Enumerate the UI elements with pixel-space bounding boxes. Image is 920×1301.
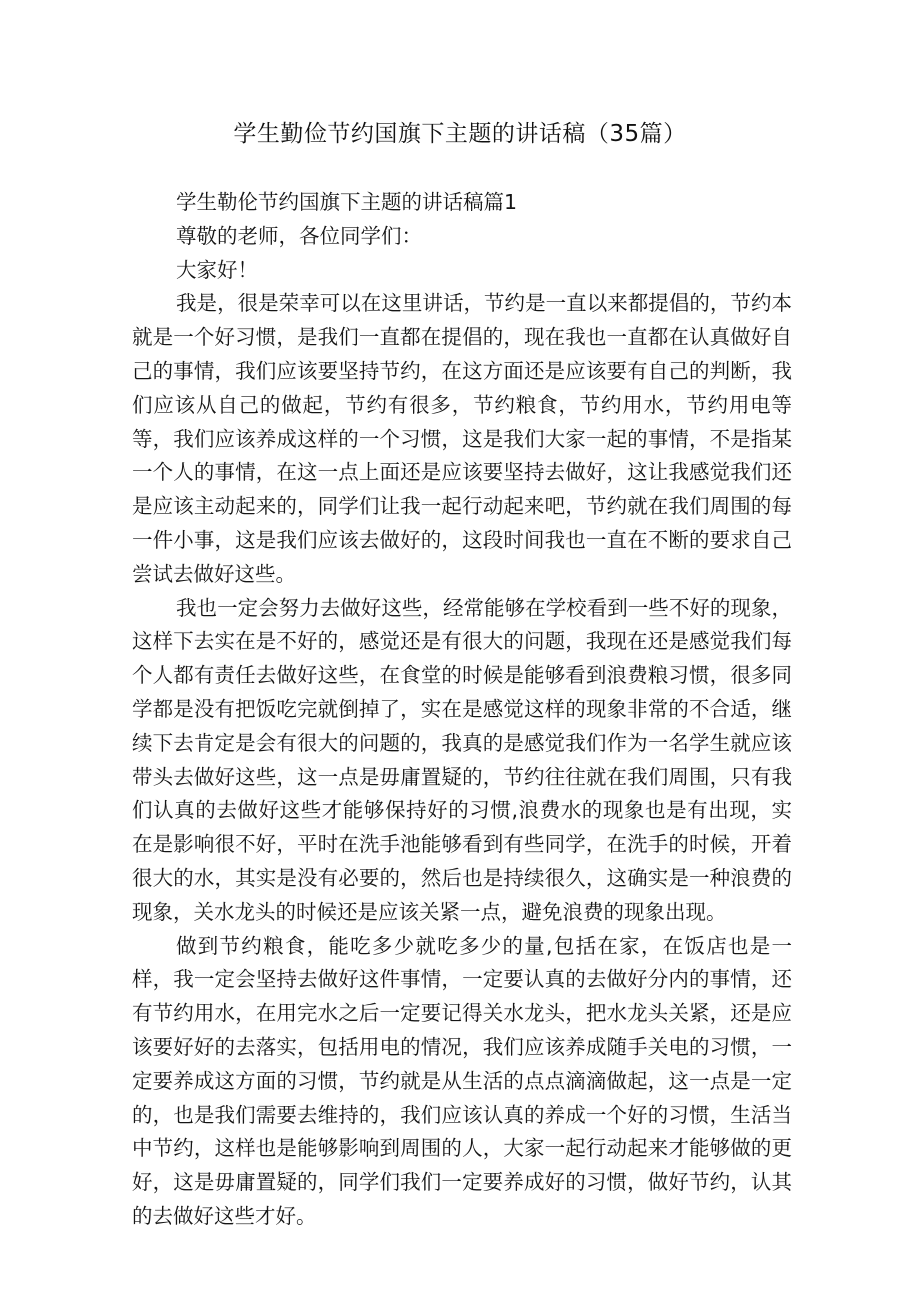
document-body bbox=[132, 186, 792, 1234]
greeting: 大家好！ bbox=[176, 257, 258, 282]
paragraph-3: 做到节约粮食，能吃多少就吃多少的量,包括在家，在饭店也是一样，我一定会坚持去做好这件事情，一定要认真的去做好分内的事情，还有节约用水，在用完水之后一定要记得关水龙头，把水龙头关紧，还是应该要好好的去落实，包括用电的情况，我们应该养成随手关电的习惯，一定要养成这方面的习惯，节约就是从生活的点点滴滴做起，这一点是一定的，也是我们需要去维持的，我们应该认真的养成一个好的习惯，生活当中节约，这样也是能够影响到周围的人，大家一起行动起来才能够做的更好，这是毋庸置疑的，同学们我们一定要养成好的习惯，做好节约，认其的去做好这些才好。 bbox=[132, 933, 792, 1228]
document-title: 学生勤俭节约国旗下主题的讲话稿（35篇） bbox=[233, 121, 687, 147]
salutation: 尊敬的老师，各位同学们： bbox=[176, 223, 422, 248]
paragraph-2: 我也一定会努力去做好这些，经常能够在学校看到一些不好的现象，这样下去实在是不好的，感觉还是有很大的问题，我现在还是感觉我们每个人都有责任去做好这些，在食堂的时候是能够看到浪费粮习惯，很多同学都是没有把饭吃完就倒掉了，实在是感觉这样的现象非常的不合适，继续下去肯定是会有很大的问题的，我真的是感觉我们作为一名学生就应该带头去做好这些，这一点是毋庸置疑的，节约往往就在我们周围，只有我们认真的去做好这些才能够保持好的习惯,浪费水的现象也是有出现，实在是影响很不好，平时在洗手池能够看到有些同学，在洗手的时候，开着很大的水，其实是没有必要的，然后也是持续很久，这确实是一种浪费的现象，关水龙头的时候还是应该关紧一点，避免浪费的现象出现。 bbox=[132, 595, 792, 924]
section-heading: 学生勒伦节约国旗下主题的讲话稿篇1 bbox=[176, 190, 518, 214]
paragraph-1: 我是，很是荣幸可以在这里讲话，节约是一直以来都提倡的，节约本就是一个好习惯，是我们一直都在提倡的，现在我也一直都在认真做好自己的事情，我们应该要坚持节约，在这方面还是应该要有自己的判断，我们应该从自己的做起，节约有很多，节约粮食，节约用水，节约用电等等，我们应该养成这样的一个习惯，这是我们大家一起的事情，不是指某一个人的事情，在这一点上面还是应该要坚持去做好，这让我感觉我们还是应该主动起来的，同学们让我一起行动起来吧，节约就在我们周围的每一件小事，这是我们应该去做好的，这段时间我也一直在不断的要求自己尝试去做好这些。 bbox=[132, 291, 792, 586]
